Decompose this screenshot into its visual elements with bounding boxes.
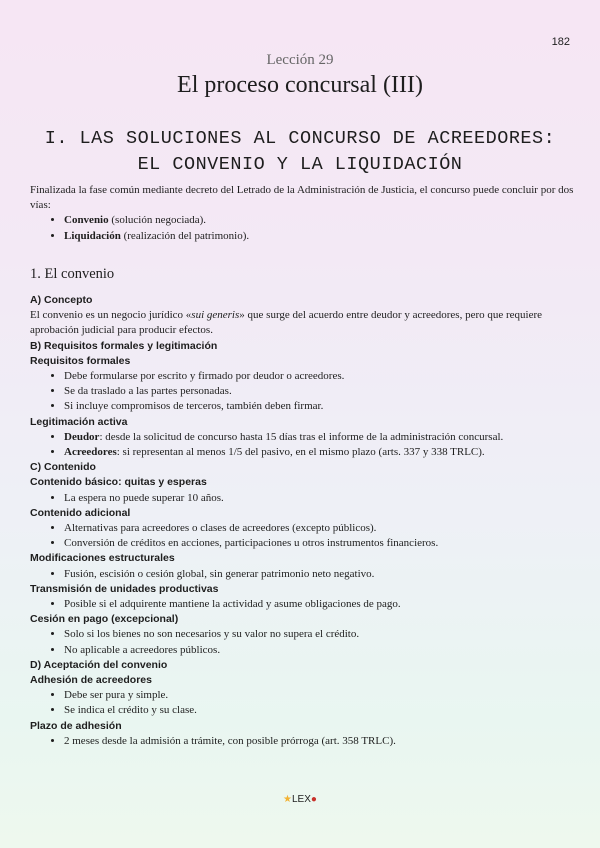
list-item: • Conversión de créditos en acciones, participaciones u otros instrumentos financieros.	[64, 536, 578, 551]
section-heading-line1: I. LAS SOLUCIONES AL CONCURSO DE ACREEDORES:	[44, 128, 556, 149]
list-item: • Deudor: desde la solicitud de concurso hasta 15 días tras el informe de la administración concursal.	[64, 430, 578, 445]
section-heading	[0, 126, 600, 178]
modif-list	[30, 567, 578, 582]
adicional-list	[30, 521, 578, 551]
star-icon: ★	[283, 794, 292, 805]
section-heading-line2: EL CONVENIO Y LA LIQUIDACIÓN	[137, 154, 463, 175]
cesion-list	[30, 627, 578, 657]
intro	[30, 183, 578, 244]
list-item: • Liquidación (realización del patrimonio).	[64, 229, 578, 245]
concepto-text: El convenio es un negocio jurídico «sui generis» que surge del acuerdo entre deudor y acreedores, pero que requiere aprobación judicial para producir efectos.	[30, 309, 543, 337]
list-item: • Fusión, escisión o cesión global, sin generar patrimonio neto negativo.	[64, 567, 578, 582]
list-item: • Solo si los bienes no son necesarios y su valor no supera el crédito.	[64, 627, 578, 642]
heading-adhesion: Adhesión de acreedores	[30, 674, 152, 687]
list-item: • Acreedores: si representan al menos 1/5 del pasivo, en el mismo plazo (arts. 337 y 338 TRLC).	[64, 445, 578, 460]
intro-list	[30, 213, 578, 244]
legitimacion-list	[30, 430, 578, 460]
footer-logo	[0, 794, 600, 805]
heading-requisitos-formales: Requisitos formales	[30, 354, 131, 367]
intro-text: Finalizada la fase común mediante decreto del Letrado de la Administración de Justicia, el concurso puede concluir por dos vías:	[30, 184, 574, 211]
page-number: 182	[551, 36, 570, 48]
list-item: • Convenio (solución negociada).	[64, 213, 578, 229]
list-item: • 2 meses desde la admisión a trámite, con posible prórroga (art. 358 TRLC).	[64, 734, 578, 749]
plazo-list	[30, 734, 578, 749]
footer-text: LEX	[292, 794, 311, 805]
list-item: • Alternativas para acreedores o clases de acreedores (excepto públicos).	[64, 521, 578, 536]
convenio-body	[30, 293, 578, 749]
list-item: • Si incluye compromisos de terceros, también deben firmar.	[64, 399, 578, 414]
heading-transmision: Transmisión de unidades productivas	[30, 582, 219, 595]
list-item: • Posible si el adquirente mantiene la actividad y asume obligaciones de pago.	[64, 597, 578, 612]
list-item: • No aplicable a acreedores públicos.	[64, 643, 578, 658]
list-item: • Se indica el crédito y su clase.	[64, 703, 578, 718]
page-title: El proceso concursal (III)	[177, 72, 423, 98]
basico-list	[30, 491, 578, 506]
heading-contenido-adicional: Contenido adicional	[30, 506, 131, 519]
list-item: • Debe formularse por escrito y firmado por deudor o acreedores.	[64, 369, 578, 384]
lesson-label: Lección 29	[266, 52, 334, 68]
requisitos-list	[30, 369, 578, 415]
heading-contenido-basico: Contenido básico: quitas y esperas	[30, 476, 207, 489]
heading-plazo: Plazo de adhesión	[30, 719, 122, 732]
heading-legitimacion: Legitimación activa	[30, 415, 128, 428]
heading-concepto: A) Concepto	[30, 294, 93, 306]
heading-modificaciones: Modificaciones estructurales	[30, 552, 175, 565]
heading-cesion: Cesión en pago (excepcional)	[30, 613, 179, 626]
drop-icon: ●	[310, 794, 317, 805]
adhesion-list	[30, 688, 578, 718]
heading-requisitos: B) Requisitos formales y legitimación	[30, 339, 218, 352]
heading-contenido: C) Contenido	[30, 461, 96, 474]
heading-aceptacion: D) Aceptación del convenio	[30, 658, 168, 671]
list-item: • Debe ser pura y simple.	[64, 688, 578, 703]
list-item: • La espera no puede superar 10 años.	[64, 491, 578, 506]
transm-list	[30, 597, 578, 612]
subsection-heading: 1. El convenio	[30, 266, 115, 282]
list-item: • Se da traslado a las partes personadas.	[64, 384, 578, 399]
